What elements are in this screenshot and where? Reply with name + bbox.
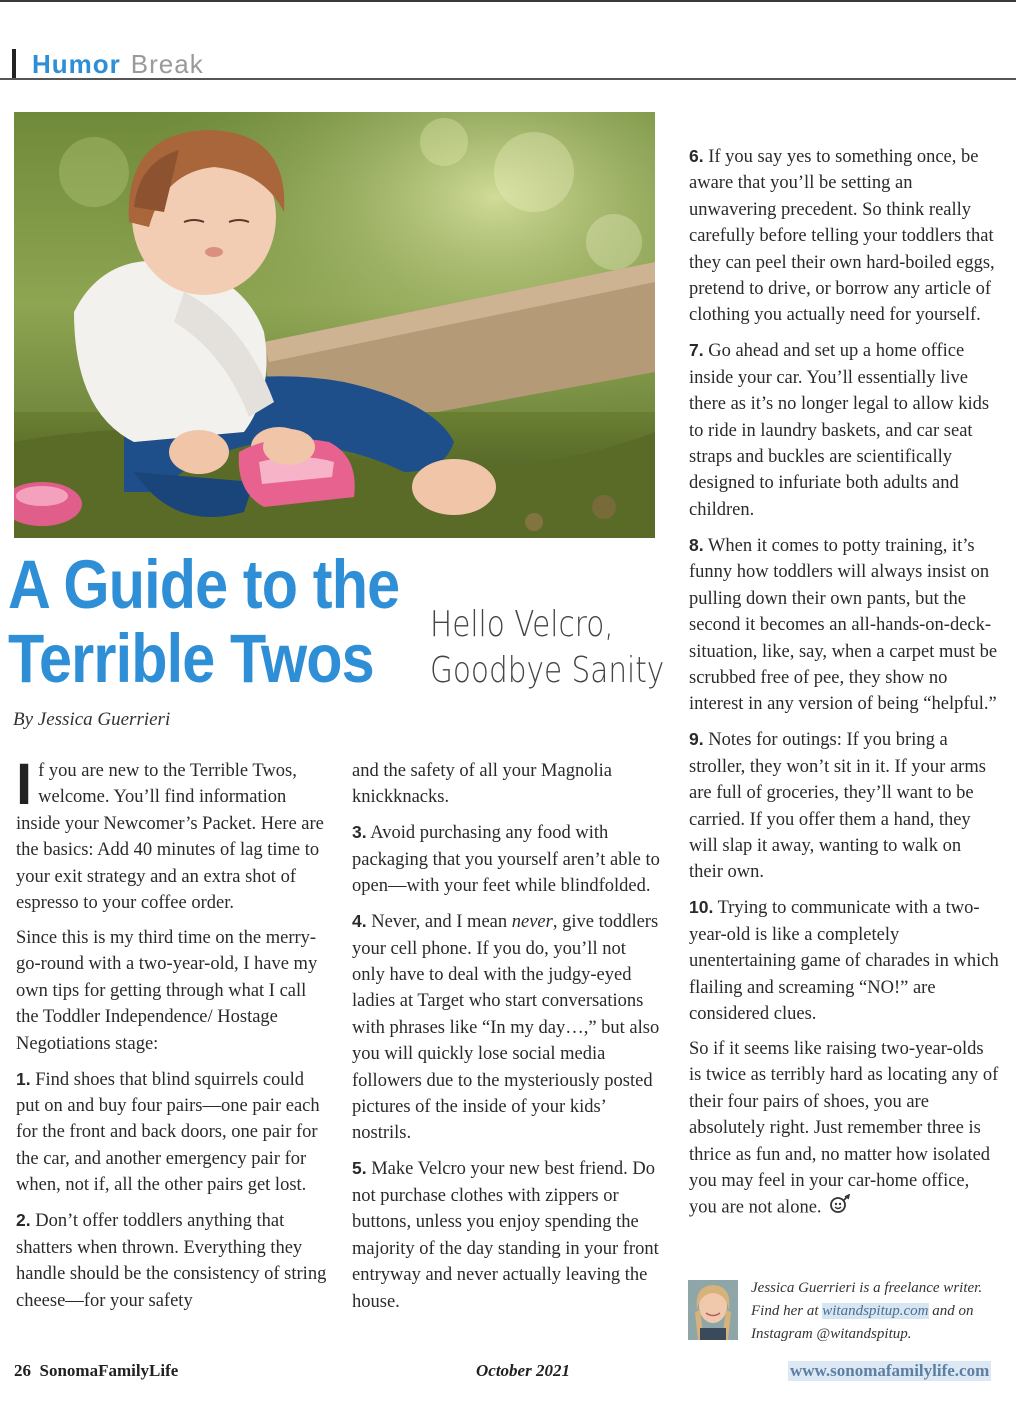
hero-photo [14, 112, 655, 538]
tip-1 [16, 1066, 328, 1199]
tip-text: If you say yes to something once, be aware that you’ll be setting an unwavering precedent. So think really carefully before telling your toddlers that they can peel their own hard-boiled eggs, pretend to drive, or borrow any article of clothing you actually need for yourself. [689, 147, 995, 326]
article-column-1 [16, 752, 328, 1323]
author-photo [688, 1280, 738, 1340]
header-rule [0, 78, 1016, 80]
tip-7 [689, 337, 999, 523]
end-mark-icon [828, 1194, 850, 1222]
tip-number: 8. [689, 534, 704, 555]
tip-number: 10. [689, 897, 714, 918]
subheadline-line1: Hello Velcro, [430, 604, 614, 645]
section-title-break: Break [130, 48, 204, 79]
intro-text: f you are new to the Terrible Twos, welcome. You’ll find information inside your Newcomer’s Packet. Here are the basics: Add 40 minutes of lag time to your exit strategy and an extra shot of espresso to your coffee order. [16, 761, 324, 914]
headline-line2: Terrible Twos [8, 620, 374, 697]
tip-text: Make Velcro your new best friend. Do not purchase clothes with zippers or buttons, unless you enjoy spending the majority of the day standing in your front entryway and never actually leaving the house. [352, 1159, 659, 1312]
tip-text: When it comes to potty training, it’s funny how toddlers will always insist on pulling down their own pants, but the second it becomes an all-hands-on-deck-situation, like, say, when a carpet must be scrubbed free of pee, they show no interest in any version of being “helpful.” [689, 535, 998, 715]
tip-text-a: Never, and I mean [371, 912, 512, 933]
tip-2-continued: and the safety of all your Magnolia knickknacks. [352, 761, 612, 808]
magazine-name: SonomaFamilyLife [39, 1361, 179, 1380]
headline [8, 546, 400, 697]
closing-paragraph [689, 1036, 999, 1223]
tip-number: 3. [352, 822, 367, 843]
footer-date: October 2021 [476, 1361, 570, 1380]
closing-text: So if it seems like raising two-year-olds is twice as terribly hard as locating any of their four pairs of shoes, you are absolutely right. Just remember three is thrice as fun and, no matter how isolated you may feel in your car-home office, you are not alone. [689, 1038, 999, 1218]
byline: By Jessica Guerrieri [13, 709, 171, 730]
tip-number: 6. [689, 146, 704, 166]
tip-text: Avoid purchasing any food with packaging that you yourself aren’t able to open—with your feet while blindfolded. [352, 823, 660, 897]
tip-text: Find shoes that blind squirrels could put on and buy four pairs—one pair each for the front and back doors, one pair for the car, and another emergency pair for when, not if, all the other pairs get lost. [16, 1069, 320, 1196]
tip-text: Go ahead and set up a home office inside your car. You’ll essentially live there as it’s no longer legal to allow kids to ride in laundry baskets, and car seat straps and buckles are scientifically designed to infuriate both adults and children. [689, 341, 990, 520]
intro-paragraph [16, 752, 328, 916]
tip-number: 2. [16, 1210, 31, 1231]
page-number: 26 [14, 1361, 31, 1380]
tip-9 [689, 726, 999, 885]
tip-number: 1. [16, 1068, 31, 1089]
tip-text: Trying to communicate with a two-year-old is like a completely unentertaining game of charades in which flailing and screaming “NO!” are considered clues. [689, 898, 999, 1024]
tip-number: 7. [689, 340, 704, 361]
section-bar [12, 49, 16, 79]
subheadline-line2: Goodbye Sanity [430, 650, 665, 691]
section-title [32, 49, 204, 80]
tip-text-b: , give toddlers your cell phone. If you do, you’ll not only have to deal with the judgy-eyed ladies at Target who start conversations with phrases like “In my day…,” but also you will quickly lose social media followers due to the mysteriously posted pictures of the inside of your kids’ nostrils. [352, 912, 660, 1144]
footer-page-info [14, 1361, 178, 1381]
tip-4 [352, 908, 660, 1147]
author-bio [751, 1277, 1011, 1346]
tip-number: 9. [689, 729, 704, 750]
author-website-link[interactable]: witandspitup.com [822, 1303, 929, 1319]
section-header [12, 48, 204, 80]
tip-3 [352, 819, 660, 899]
article-column-2 [352, 758, 660, 1324]
tip-2 [16, 1207, 328, 1314]
subheadline [430, 602, 665, 694]
tip-emphasis: never [511, 912, 553, 933]
tip-8 [689, 532, 999, 718]
article-column-3 [689, 143, 999, 1231]
bio-text-2: and on Instagram @witandspitup. [751, 1303, 974, 1342]
bio-text-1: Jessica Guerrieri is a freelance writer. Find her at [751, 1280, 983, 1319]
tip-6 [689, 143, 999, 329]
hero-photo-illustration [14, 112, 655, 538]
tip-10 [689, 894, 999, 1027]
drop-cap: I [16, 752, 33, 817]
footer-website-link[interactable]: www.sonomafamilylife.com [790, 1361, 990, 1380]
section-title-humor: Humor [32, 48, 121, 79]
tip-text: Don’t offer toddlers anything that shatters when thrown. Everything they handle should be the consistency of string cheese—for your safety [16, 1211, 327, 1311]
intro-paragraph-2: Since this is my third time on the merry-go-round with a two-year-old, I have my own tips for getting through what I call the Toddler Independence/ Hostage Negotiations stage: [16, 928, 318, 1054]
tip-5 [352, 1155, 660, 1314]
tip-number: 4. [352, 911, 367, 932]
top-rule [0, 0, 1016, 2]
tip-number: 5. [352, 1158, 367, 1179]
tip-text: Notes for outings: If you bring a stroller, they won’t sit in it. If your arms are full of groceries, they’ll want to be carried. If you offer them a hand, they will slap it away, wanting to walk on their own. [689, 730, 986, 883]
headline-line1: A Guide to the [8, 546, 400, 623]
